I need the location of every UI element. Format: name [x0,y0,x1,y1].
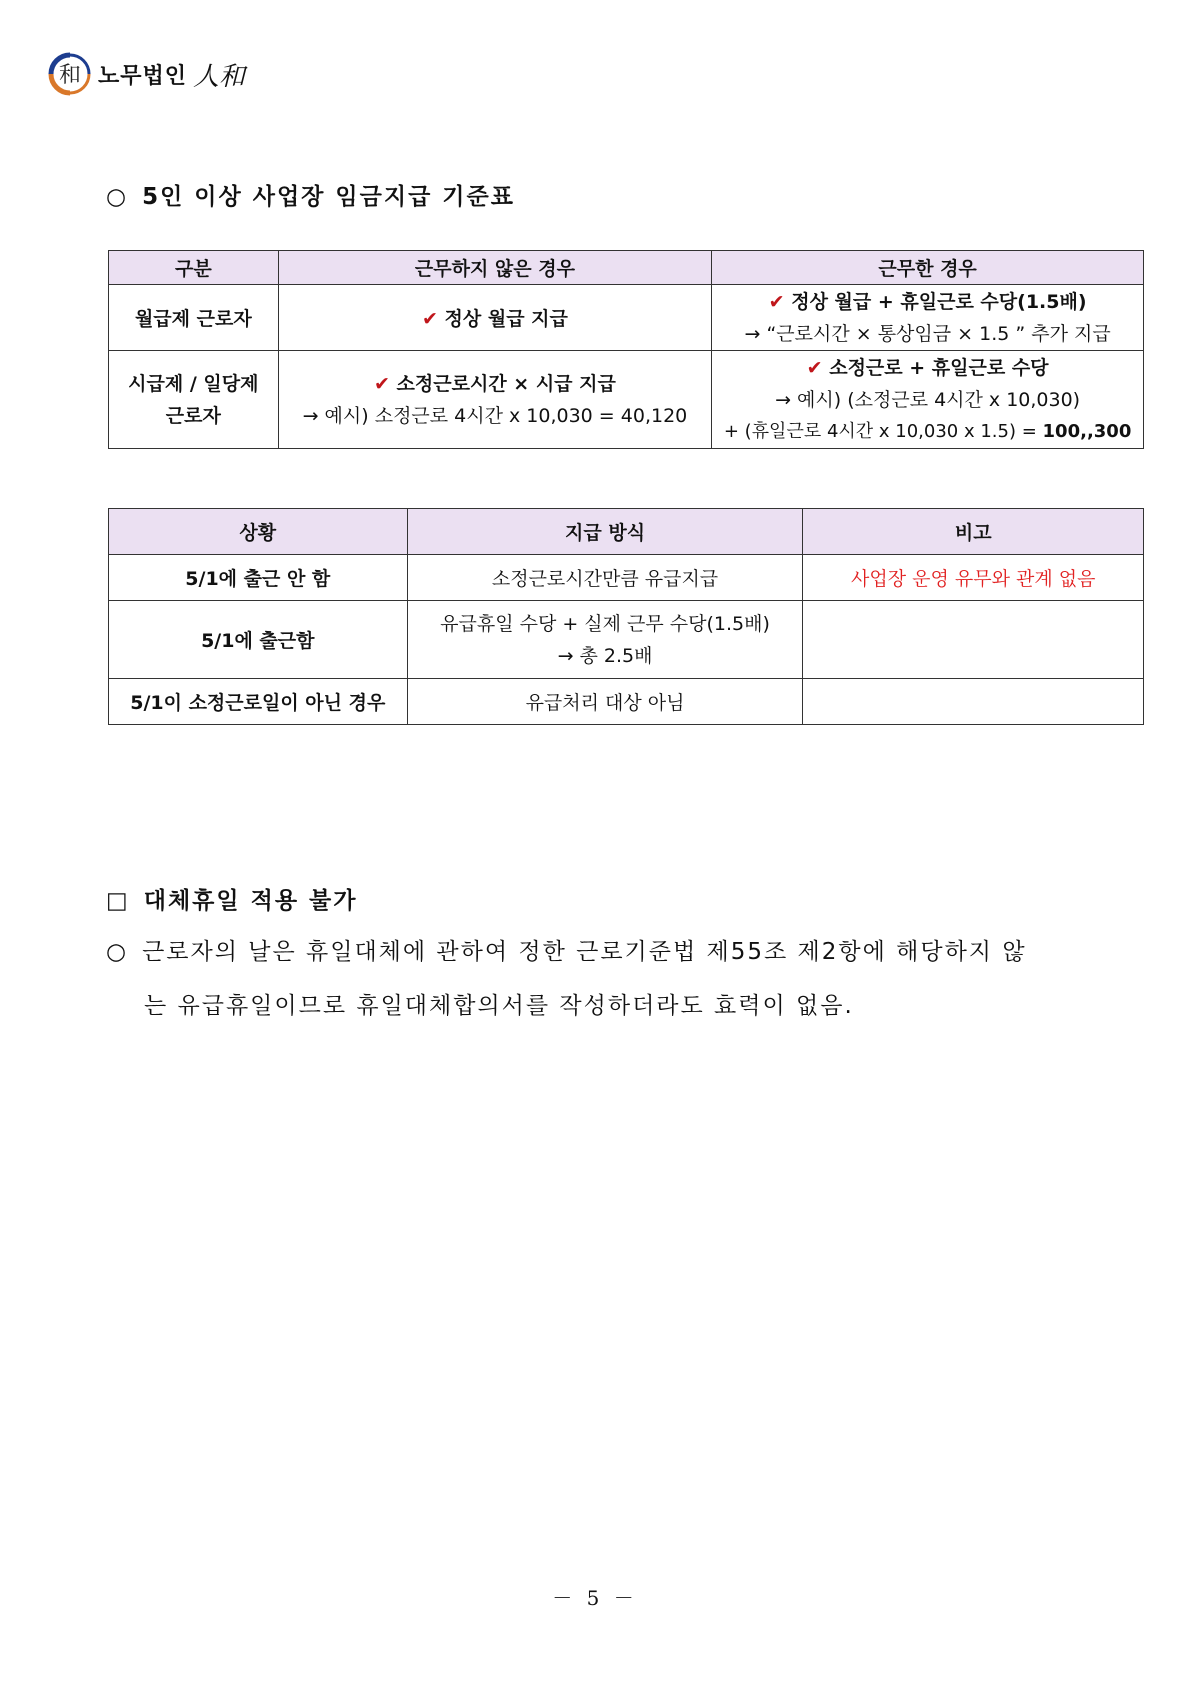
situation-cell: 5/1이 소정근로일이 아닌 경우 [109,679,408,725]
circle-bullet-icon: ○ [106,184,129,210]
section-title-wage-table: ○ 5인 이상 사업장 임금지급 기준표 [106,184,515,210]
header-note: 비고 [803,509,1144,555]
check-icon: ✔ [806,356,823,379]
table-header-row [109,251,1144,285]
method-cell: 유급휴일 수당 + 실제 근무 수당(1.5배) → 총 2.5배 [407,601,803,679]
header-payment-method: 지급 방식 [407,509,803,555]
wage-standard-table [108,250,1144,449]
note-cell: 사업장 운영 유무와 관계 없음 [803,555,1144,601]
table-header-row [109,509,1144,555]
cell-not-worked: ✔ 정상 월급 지급 [278,285,712,351]
section-title-substitute-holiday: □ 대체휴일 적용 불가 [106,888,358,914]
row-label: 월급제 근로자 [109,285,279,351]
page-number: － 5 － [552,1586,638,1610]
may-first-table [108,508,1144,725]
row-label: 시급제 / 일당제 근로자 [109,351,279,449]
svg-text:和: 和 [58,63,82,88]
check-icon: ✔ [374,372,390,395]
header-situation: 상황 [109,509,408,555]
situation-cell: 5/1에 출근함 [109,601,408,679]
table-row [109,601,1144,679]
table-row [109,679,1144,725]
circle-bullet-icon: ○ [106,939,129,965]
logo-emblem-icon [48,52,92,96]
method-cell: 유급처리 대상 아님 [407,679,803,725]
header-category: 구분 [109,251,279,285]
method-cell: 소정근로시간만큼 유급지급 [407,555,803,601]
cell-worked: ✔ 정상 월급 + 휴일근로 수당(1.5배) → “근로시간 × 통상임금 × 1.5 ” 추가 지급 [712,285,1144,351]
substitute-holiday-paragraph: ○ 근로자의 날은 휴일대체에 관하여 정한 근로기준법 제55조 제2항에 해당하지 않 는 유급휴일이므로 휴일대체합의서를 작성하더라도 효력이 없음. [106,925,1027,1033]
check-icon: ✔ [768,290,785,313]
check-icon: ✔ [421,308,438,330]
header-not-worked: 근무하지 않은 경우 [278,251,712,285]
cell-worked: ✔ 소정근로 + 휴일근로 수당 → 예시) (소정근로 4시간 x 10,030) + (휴일근로 4시간 x 10,030 x 1.5) = 100,,300 [712,351,1144,449]
square-bullet-icon: □ [106,888,130,914]
note-cell [803,601,1144,679]
header-worked: 근무한 경우 [712,251,1144,285]
situation-cell: 5/1에 출근 안 함 [109,555,408,601]
firm-name: 노무법인 [98,63,188,89]
table-row [109,555,1144,601]
firm-logo [48,52,245,96]
table-row [109,285,1144,351]
table-row [109,351,1144,449]
cell-not-worked: ✔ 소정근로시간 × 시급 지급 → 예시) 소정근로 4시간 x 10,030 = 40,120 [278,351,712,449]
firm-hanja: 人和 [193,61,246,92]
note-cell [803,679,1144,725]
